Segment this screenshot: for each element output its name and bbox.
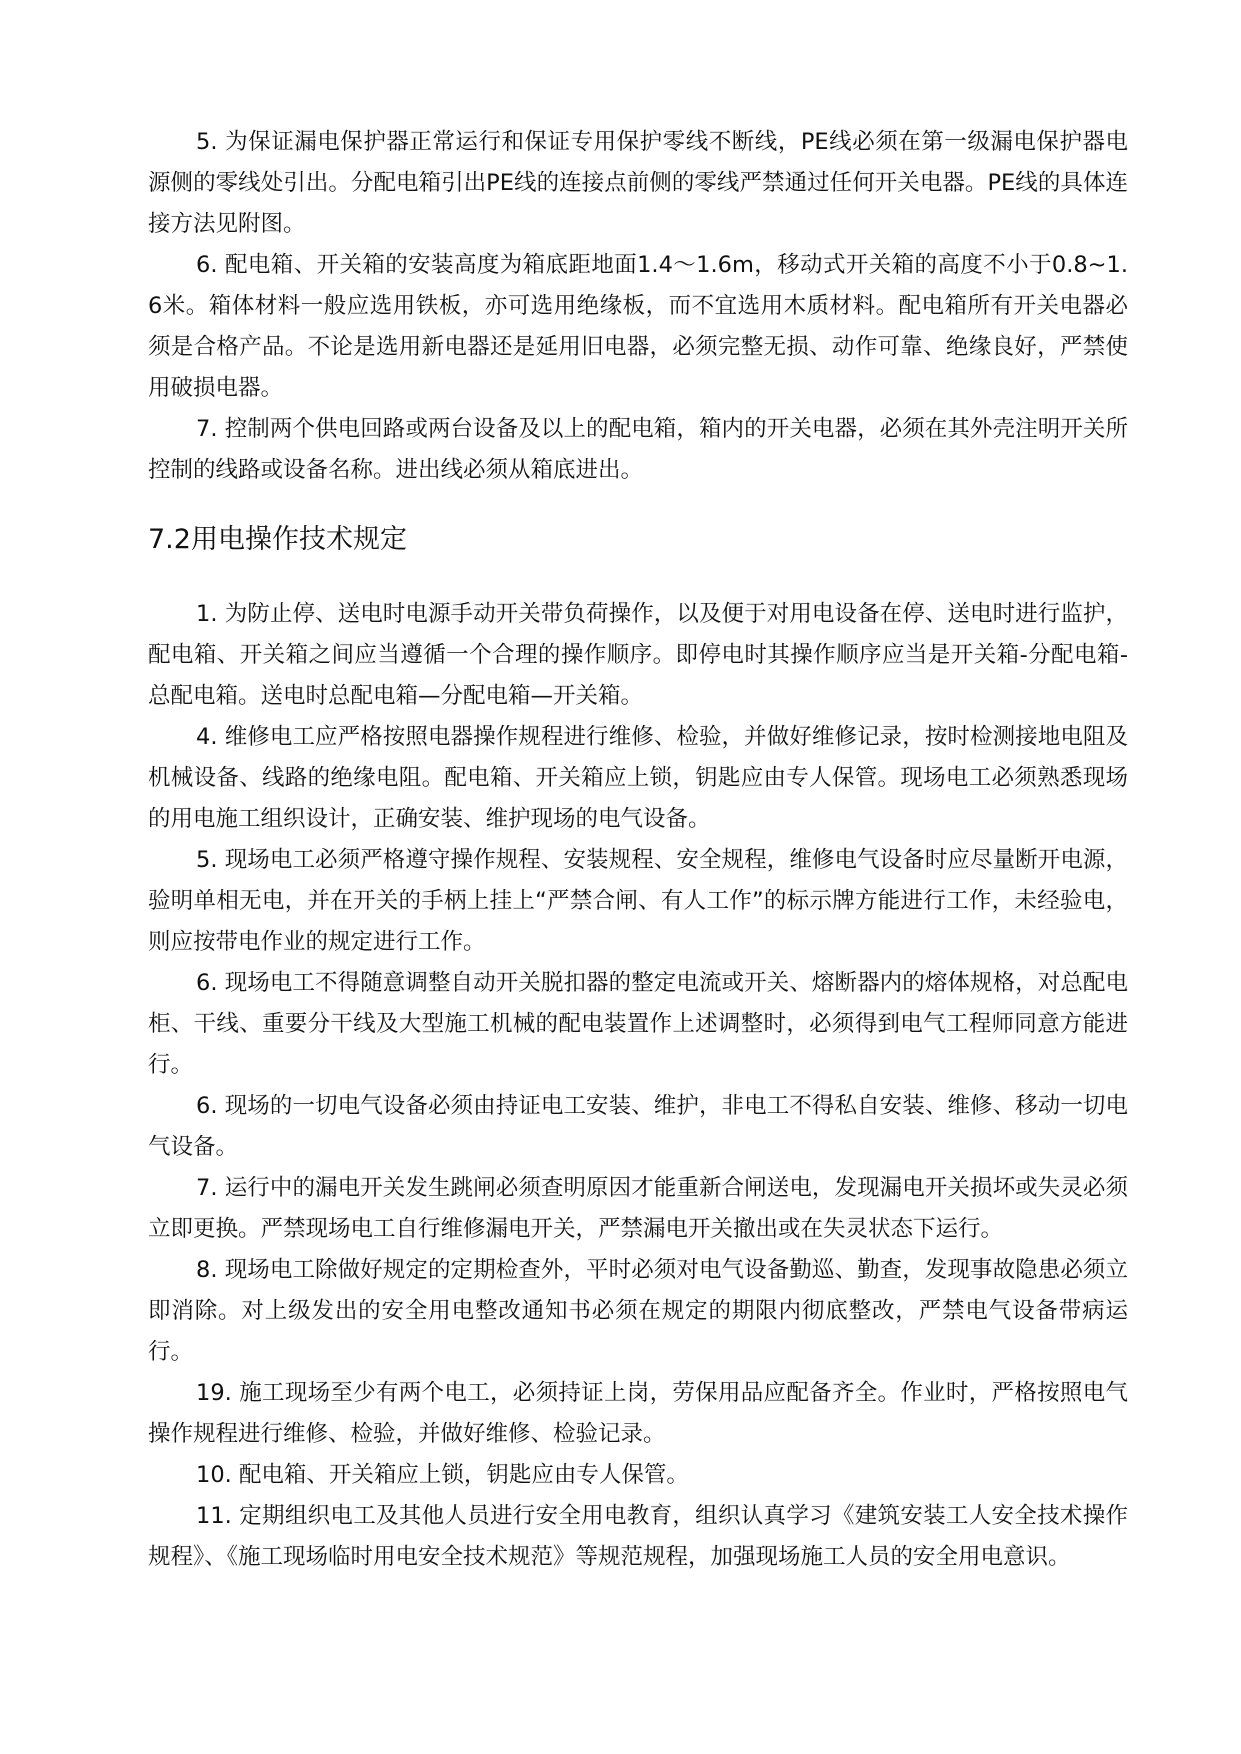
paragraph: 4. 维修电工应严格按照电器操作规程进行维修、检验，并做好维修记录，按时检测接地电阻及机械设备、线路的绝缘电阻。配电箱、开关箱应上锁，钥匙应由专人保管。现场电工必须熟悉现场的用电施工组织设计，正确安装、维护现场的电气设备。	[148, 724, 1128, 832]
paragraph: 10. 配电箱、开关箱应上锁，钥匙应由专人保管。	[196, 1462, 689, 1488]
paragraph: 1. 为防止停、送电时电源手动开关带负荷操作，以及便于对用电设备在停、送电时进行监护，配电箱、开关箱之间应当遵循一个合理的操作顺序。即停电时其操作顺序应当是开关箱-分配电箱-总配电箱。送电时总配电箱—分配电箱—开关箱。	[148, 601, 1128, 709]
paragraph: 6. 现场电工不得随意调整自动开关脱扣器的整定电流或开关、熔断器内的熔体规格，对总配电柜、干线、重要分干线及大型施工机械的配电装置作上述调整时，必须得到电气工程师同意方能进行。	[148, 970, 1128, 1078]
paragraph: 11. 定期组织电工及其他人员进行安全用电教育，组织认真学习《建筑安装工人安全技术操作规程》、《施工现场临时用电安全技术规范》等规范规程，加强现场施工人员的安全用电意识。	[148, 1503, 1128, 1570]
section-heading: 7.2用电操作技术规定	[148, 524, 407, 555]
paragraph: 6. 现场的一切电气设备必须由持证电工安装、维护，非电工不得私自安装、维修、移动一切电气设备。	[148, 1093, 1128, 1160]
paragraph: 8. 现场电工除做好规定的定期检查外，平时必须对电气设备勤巡、勤查，发现事故隐患必须立即消除。对上级发出的安全用电整改通知书必须在规定的期限内彻底整改，严禁电气设备带病运行。	[148, 1257, 1128, 1365]
paragraph: 6. 配电箱、开关箱的安装高度为箱底距地面1.4～1.6m，移动式开关箱的高度不小于0.8~1.6米。箱体材料一般应选用铁板，亦可选用绝缘板，而不宜选用木质材料。配电箱所有开关电器必须是合格产品。不论是选用新电器还是延用旧电器，必须完整无损、动作可靠、绝缘良好，严禁使用破损电器。	[148, 252, 1128, 401]
paragraph: 19. 施工现场至少有两个电工，必须持证上岗，劳保用品应配备齐全。作业时，严格按照电气操作规程进行维修、检验，并做好维修、检验记录。	[148, 1380, 1128, 1447]
paragraph: 5. 为保证漏电保护器正常运行和保证专用保护零线不断线，PE线必须在第一级漏电保护器电源侧的零线处引出。分配电箱引出PE线的连接点前侧的零线严禁通过任何开关电器。PE线的具体连接方法见附图。	[148, 129, 1128, 237]
paragraph: 7. 运行中的漏电开关发生跳闸必须查明原因才能重新合闸送电，发现漏电开关损坏或失灵必须立即更换。严禁现场电工自行维修漏电开关，严禁漏电开关撤出或在失灵状态下运行。	[148, 1175, 1128, 1242]
paragraph: 7. 控制两个供电回路或两台设备及以上的配电箱，箱内的开关电器，必须在其外壳注明开关所控制的线路或设备名称。进出线必须从箱底进出。	[148, 416, 1128, 483]
paragraph: 5. 现场电工必须严格遵守操作规程、安装规程、安全规程，维修电气设备时应尽量断开电源，验明单相无电，并在开关的手柄上挂上“严禁合闸、有人工作”的标示牌方能进行工作，未经验电，则应按带电作业的规定进行工作。	[148, 847, 1128, 955]
document-body	[148, 122, 1128, 1578]
